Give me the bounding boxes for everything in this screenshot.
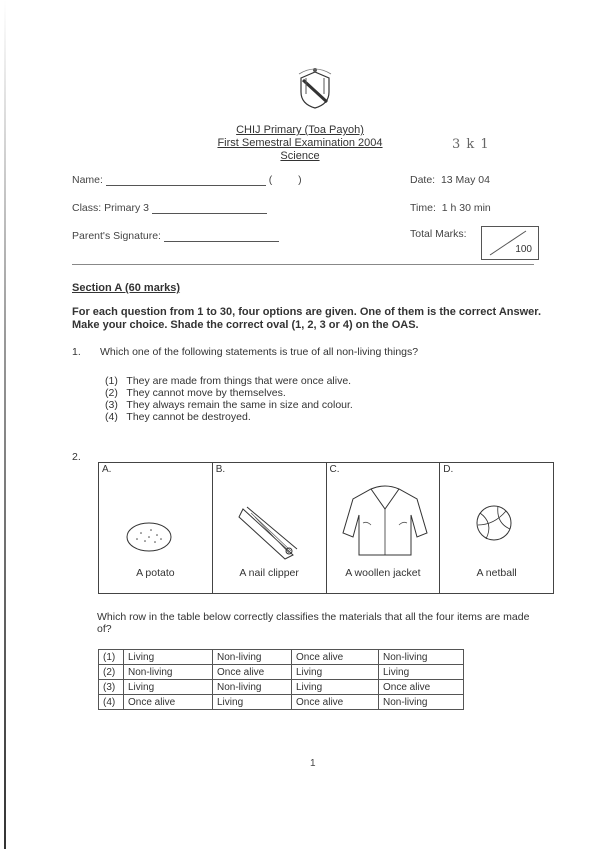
section-title: Section A (60 marks)	[72, 282, 181, 294]
name-label: Name:	[72, 174, 103, 186]
option-text: They cannot be destroyed.	[126, 411, 251, 423]
time-value: 1 h 30 min	[441, 202, 491, 214]
subject-title: Science	[280, 150, 320, 162]
q2-answer-table	[98, 649, 464, 710]
option-number: (3)	[105, 399, 118, 411]
item-letter: A.	[102, 464, 112, 475]
netball-icon	[440, 463, 558, 573]
cell: Non-living	[379, 650, 464, 665]
name-row	[72, 174, 302, 186]
cell: Non-living	[213, 680, 292, 695]
time-label: Time:	[410, 202, 436, 214]
q1-option-4[interactable]	[105, 411, 251, 423]
q1-option-2[interactable]	[105, 387, 286, 399]
row-number: (4)	[99, 695, 124, 710]
parent-row	[72, 230, 279, 242]
item-cell-c	[327, 463, 441, 593]
total-marks-box[interactable]	[481, 226, 539, 260]
q1-option-3[interactable]	[105, 399, 353, 411]
school-name: CHIJ Primary (Toa Payoh)	[236, 124, 364, 136]
table-row[interactable]	[99, 665, 464, 680]
table-row[interactable]	[99, 695, 464, 710]
time-row	[410, 202, 491, 214]
date-label: Date:	[410, 174, 436, 186]
q1-option-1[interactable]	[105, 375, 351, 387]
date-row	[410, 174, 490, 186]
row-number: (3)	[99, 680, 124, 695]
parent-signature-field[interactable]	[164, 241, 279, 242]
row-number: (1)	[99, 650, 124, 665]
item-caption: A woollen jacket	[345, 567, 421, 579]
row-number: (2)	[99, 665, 124, 680]
option-number: (1)	[105, 375, 118, 387]
item-letter: C.	[329, 464, 340, 475]
item-letter: B.	[215, 464, 226, 475]
cell: Once alive	[124, 695, 213, 710]
option-number: (4)	[105, 411, 118, 423]
date-value: 13 May 04	[440, 174, 490, 186]
table-row[interactable]	[99, 650, 464, 665]
option-text: They are made from things that were once alive.	[126, 375, 352, 387]
item-caption: A nail clipper	[239, 567, 299, 579]
name-field[interactable]	[106, 185, 266, 186]
cell: Once alive	[292, 695, 379, 710]
q1-text: Which one of the following statements is true of all non-living things?	[100, 346, 419, 358]
item-cell-b	[213, 463, 327, 593]
cell: Living	[124, 650, 213, 665]
q2-number: 2.	[72, 451, 81, 463]
cell: Living	[213, 695, 292, 710]
nail-clipper-icon	[213, 463, 325, 573]
parent-signature-label: Parent's Signature:	[72, 230, 161, 242]
item-letter: D.	[443, 464, 454, 475]
bracket-close: )	[298, 174, 302, 186]
cell: Non-living	[213, 650, 292, 665]
cell: Living	[292, 680, 379, 695]
cell: Living	[379, 665, 464, 680]
item-cell-d	[440, 463, 553, 593]
total-marks-value: 100	[515, 244, 532, 255]
section-instruction: For each question from 1 to 30, four options are given. One of them is the correct Answer. Make your choice. Shade the correct oval (1, 2, 3 or 4) on the OAS.	[72, 306, 542, 331]
table-row[interactable]	[99, 680, 464, 695]
cell: Living	[292, 665, 379, 680]
class-label: Class: Primary 3	[72, 202, 150, 214]
item-caption: A potato	[136, 567, 175, 579]
exam-title: First Semestral Examination 2004	[217, 137, 383, 149]
school-crest-icon	[295, 66, 335, 110]
bracket-open: (	[268, 174, 273, 186]
jacket-icon	[327, 463, 445, 573]
q2-items-grid	[98, 462, 554, 594]
q2-text: Which row in the table below correctly classifies the materials that all the four items are made of?	[97, 611, 530, 635]
class-field[interactable]	[152, 213, 267, 214]
cell: Once alive	[379, 680, 464, 695]
class-row	[72, 202, 267, 214]
option-text: They cannot move by themselves.	[126, 387, 286, 399]
item-cell-a	[99, 463, 213, 593]
option-text: They always remain the same in size and colour.	[126, 399, 353, 411]
cell: Once alive	[292, 650, 379, 665]
handwritten-mark: 3 k 1	[452, 137, 490, 152]
page-number: 1	[310, 758, 316, 769]
potato-icon	[99, 463, 205, 573]
divider	[72, 264, 534, 265]
item-caption: A netball	[476, 567, 517, 579]
cell: Non-living	[379, 695, 464, 710]
q1-number: 1.	[72, 346, 81, 358]
cell: Living	[124, 680, 213, 695]
cell: Once alive	[213, 665, 292, 680]
total-marks-label: Total Marks:	[410, 228, 467, 240]
option-number: (2)	[105, 387, 118, 399]
cell: Non-living	[124, 665, 213, 680]
